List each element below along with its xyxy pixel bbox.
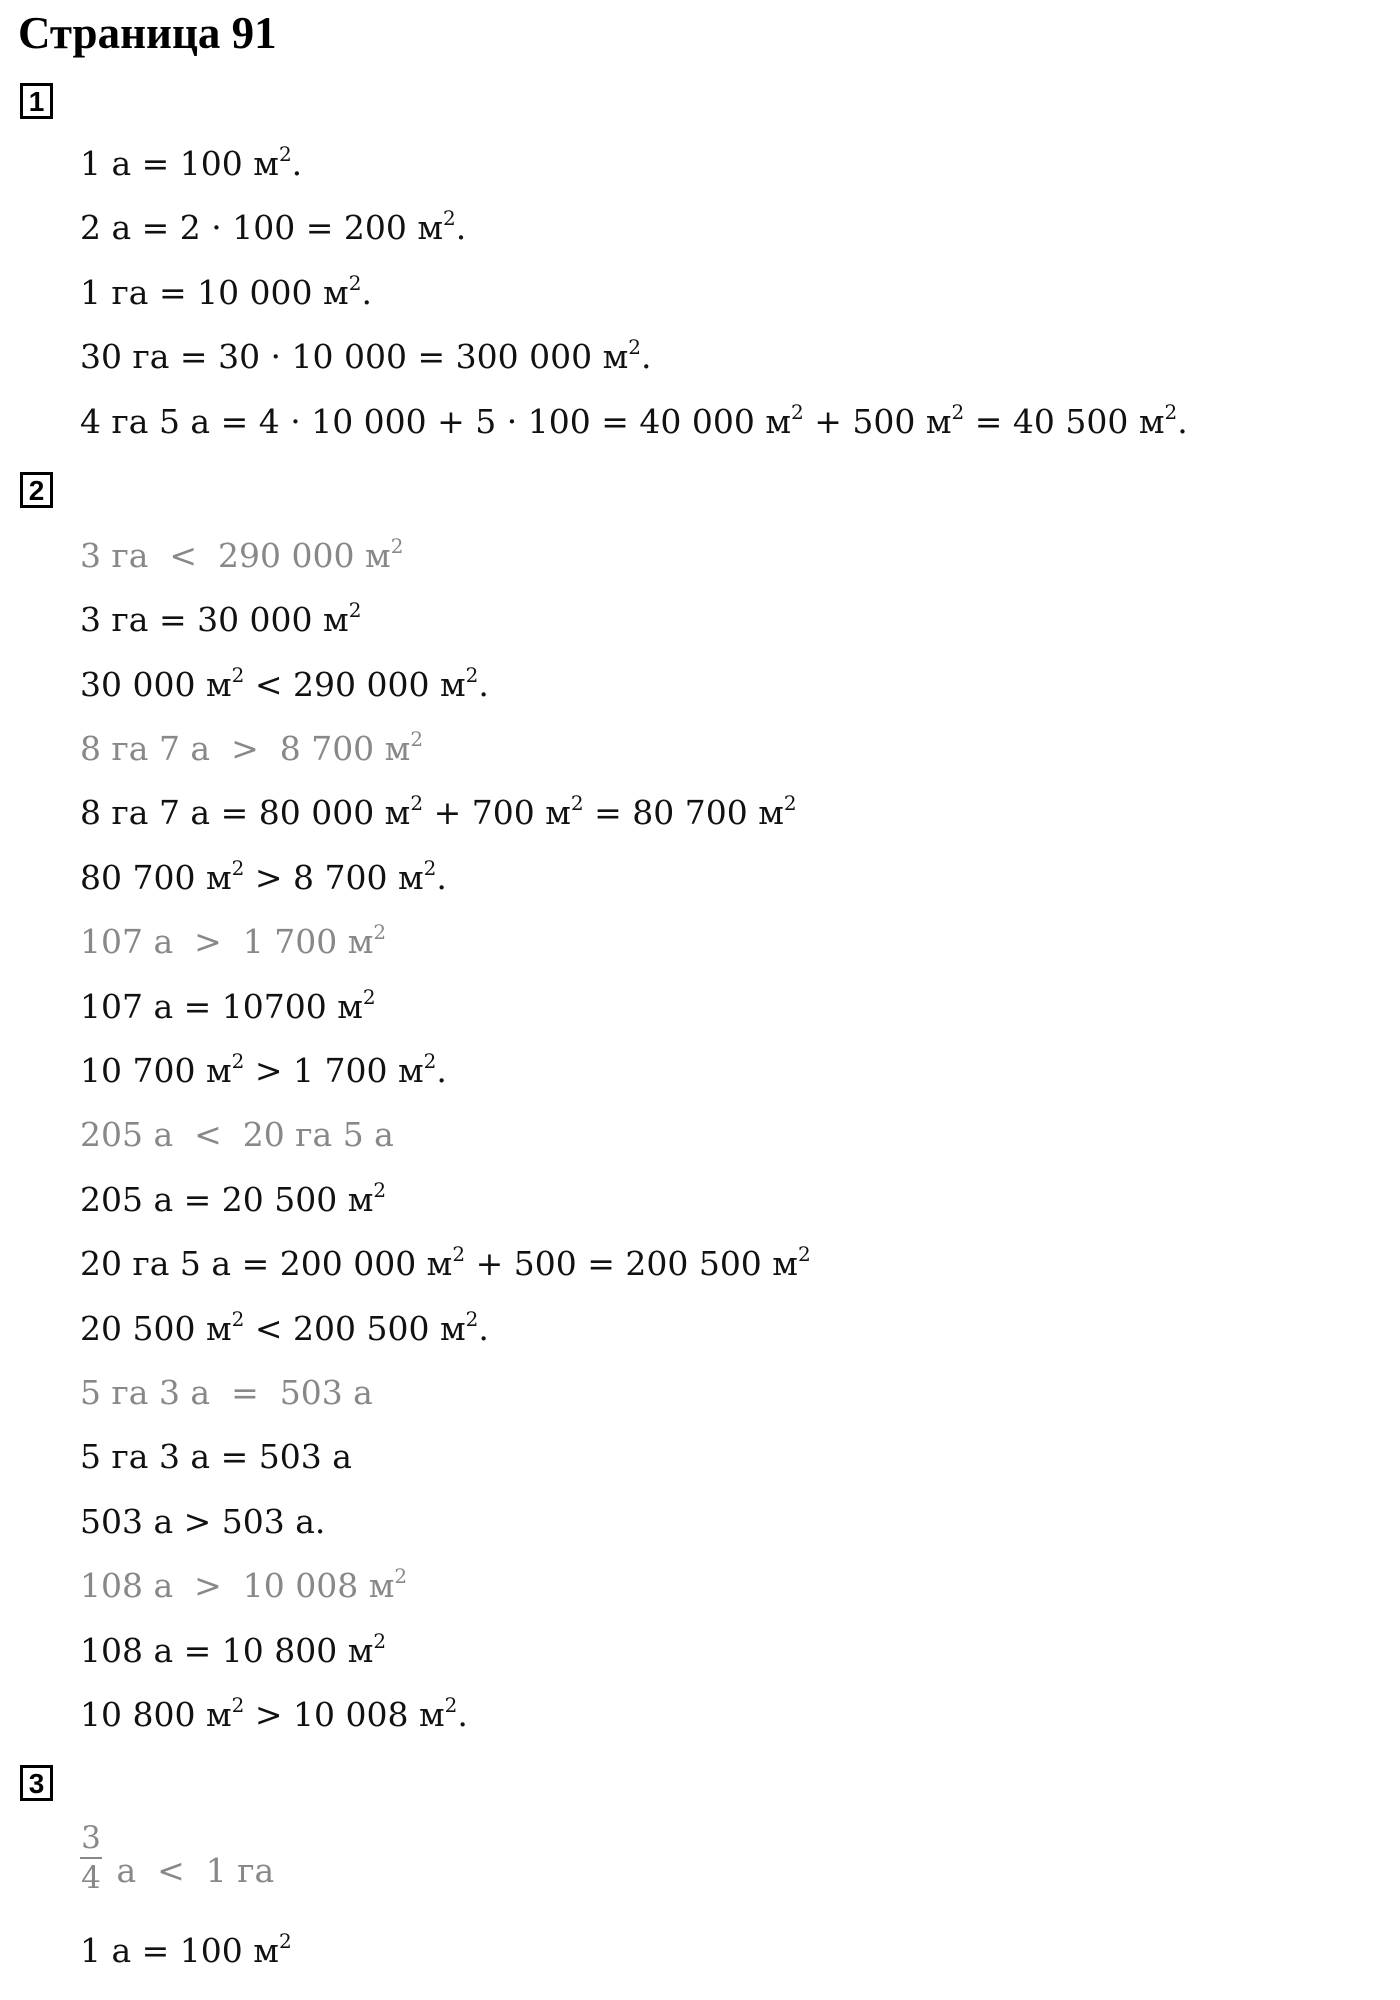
task2-line-19: 10 800 $м^2 > 10$ 008 $м^2$. <box>80 1693 468 1734</box>
task2-line-3: 30 000 $м^2 < 290$ 000 $м^2$. <box>80 663 489 704</box>
task2-condition-4: 205 а < 20 га 5 а <box>80 1115 394 1154</box>
task2-line-6: 80 700 $м^2 > 8$ 700 $м^2$. <box>80 856 447 897</box>
task2-condition-2: 8 га 7 а > 8 700 $м^2$ <box>80 727 424 768</box>
task2-condition-6: 108 а > 10 008 $м^2$ <box>80 1564 408 1605</box>
task2-line-18: 108 а = 10 800 $м^2$ <box>80 1629 387 1670</box>
task2-line-5: 8 га 7 а = 80 000 $м^2 + 700$ $м^2 = 80$ 700 $м^2$ <box>80 791 797 832</box>
task1-line-4: 30 га = 30 · 10 000 = 300 000 $м^2$. <box>80 335 652 376</box>
task-number-3: 3 <box>20 1765 53 1801</box>
task-number-1: 1 <box>20 83 53 119</box>
task3-fraction <box>80 1820 102 1896</box>
fraction-denominator: 4 <box>81 1860 101 1896</box>
task3-condition-rest: а < 1 га <box>106 1851 275 1890</box>
fraction-numerator: 3 <box>81 1820 101 1856</box>
task2-line-11: 205 а = 20 500 $м^2$ <box>80 1178 387 1219</box>
task2-condition-1: 3 га < 290 000 $м^2$ <box>80 534 404 575</box>
task2-condition-5: 5 га 3 а = 503 а <box>80 1373 373 1412</box>
task2-line-9: 10 700 $м^2 > 1$ 700 $м^2$. <box>80 1049 447 1090</box>
task1-line-5: 4 га 5 а = 4 · 10 000 + 5 · 100 = 40 000 $м^2 + 500$ $м^2 = 40$ 500 $м^2$. <box>80 400 1188 441</box>
page-title: Страница 91 <box>18 8 277 58</box>
task2-line-12: 20 га 5 а = 200 000 $м^2 + 500 = 200$ 500 $м^2$ <box>80 1242 811 1283</box>
task1-line-3: 1 га = 10 000 $м^2$. <box>80 271 372 312</box>
task2-line-16: 503 а > 503 а. <box>80 1502 326 1541</box>
task2-line-15: 5 га 3 а = 503 а <box>80 1437 352 1476</box>
task2-line-2: 3 га = 30 000 $м^2$ <box>80 598 362 639</box>
task-number-2: 2 <box>20 472 53 508</box>
task2-condition-3: 107 а > 1 700 $м^2$ <box>80 920 387 961</box>
fraction-bar <box>80 1857 102 1859</box>
task3-line-2: 1 а = 100 $м^2$ <box>80 1929 292 1970</box>
task1-line-2: 2 а = 2 · 100 = 200 $м^2$. <box>80 206 467 247</box>
task2-line-8: 107 а = 10700 $м^2$ <box>80 985 376 1026</box>
task1-line-1: 1 а = 100 $м^2$. <box>80 142 303 183</box>
task2-line-13: 20 500 $м^2 < 200$ 500 $м^2$. <box>80 1307 489 1348</box>
